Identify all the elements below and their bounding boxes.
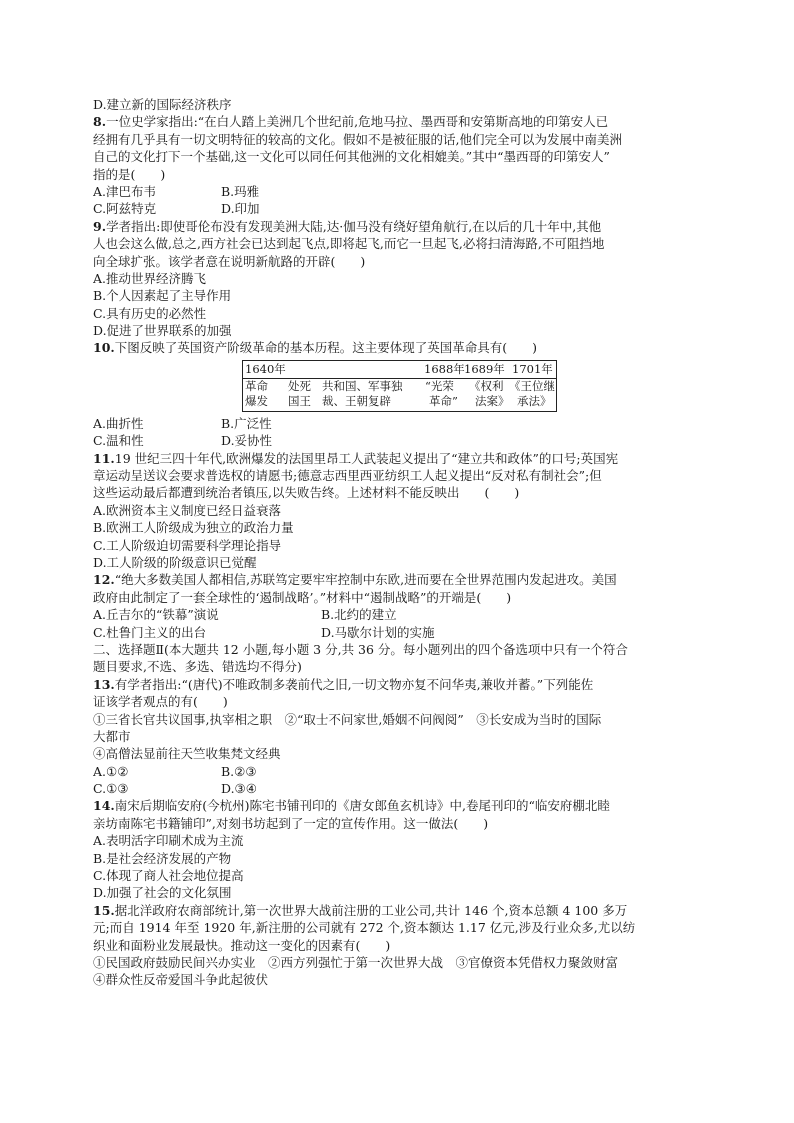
q12-number: 12.	[93, 572, 115, 588]
timeline-year: 1689年	[464, 361, 505, 376]
q11-stem-line: 章运动呈送议会要求普选权的请愿书;德意志西里西亚纺织工人起义提出“反对私有制社会”;但	[93, 468, 602, 484]
q10-option-a[interactable]: A.曲折性	[93, 415, 144, 431]
q8-option-b[interactable]: B.玛雅	[221, 183, 260, 199]
q12-option-a[interactable]: A.丘吉尔的“铁幕”演说	[93, 607, 219, 623]
timeline-year: 1701年	[512, 361, 553, 376]
q13-option-b[interactable]: B.②③	[221, 763, 257, 779]
q13-stem-line: ①三省长官共议国事,执宰相之职 ②“取士不问家世,婚姻不问阀阅” ③长安成为当时的国际	[93, 711, 602, 727]
q10-option-d[interactable]: D.妥协性	[221, 433, 273, 449]
q8-stem-line: 一位史学家指出:“在白人踏上美洲几个世纪前,危地马拉、墨西哥和安第斯高地的印第安人已	[106, 114, 609, 130]
q13-option-a[interactable]: A.①②	[93, 763, 129, 779]
q15-stem-line: 织业和面粉业发展最快。推动这一变化的因素有( )	[93, 937, 391, 953]
q11-option-b[interactable]: B.欧洲工人阶级成为独立的政治力量	[93, 520, 294, 536]
q9-option-d[interactable]: D.促进了世界联系的加强	[93, 323, 232, 339]
q15-stem-line: ①民国政府鼓励民间兴办实业 ②西方列强忙于第一次世界大战 ③官僚资本凭借权力聚敛财富	[93, 954, 619, 970]
q15-stem-line: 元;而自 1914 年至 1920 年,新注册的公司就有 272 个,资本额达 1.17 亿元,涉及行业众多,尤以纺	[93, 920, 636, 936]
q13-option-c[interactable]: C.①③	[93, 781, 129, 797]
q10-stem: 下图反映了英国资产阶级革命的基本历程。这主要体现了英国革命具有( )	[114, 340, 538, 356]
q13-stem-line: 有学者指出:“(唐代)不唯政制多袭前代之旧,一切文物亦复不问华夷,兼收并蓄。”下列能佐	[114, 676, 594, 692]
q8-stem-line: 自己的文化打下一个基础,这一文化可以同任何其他洲的文化相媲美。”其中“墨西哥的印第安人”	[93, 149, 610, 165]
section-2-line: 二、选择题Ⅱ(本大题共 12 小题,每小题 3 分,共 36 分。每小题列出的四个备选项中只有一个符合	[93, 641, 628, 657]
timeline-event: 革命 爆发	[245, 378, 268, 408]
q14-number: 14.	[93, 798, 115, 814]
timeline-event: 处死 国王	[288, 378, 311, 408]
question-12	[93, 571, 699, 641]
q15-stem-line: ④群众性反帝爱国斗争此起彼伏	[93, 972, 269, 988]
q8-option-c[interactable]: C.阿兹特克	[93, 201, 157, 217]
q14-stem-line: 亲坊南陈宅书籍铺印”,对刻书坊起到了一定的宣传作用。这一做法( )	[93, 815, 489, 831]
q8-stem-line: 经拥有几乎具有一切文明特征的较高的文化。假如不是被征服的话,他们完全可以为发展中南美洲	[93, 131, 622, 147]
q9-option-a[interactable]: A.推动世界经济腾飞	[93, 270, 207, 286]
q12-option-b[interactable]: B.北约的建立	[321, 607, 397, 623]
q14-option-a[interactable]: A.表明活字印刷术成为主流	[93, 833, 244, 849]
q8-stem-line: 指的是( )	[93, 166, 166, 182]
q9-stem-line: 学者指出:即使哥伦布没有发现美洲大陆,达·伽马没有绕好望角航行,在以后的几十年中,其他	[106, 218, 602, 234]
timeline-event: 《王位继 承法》	[509, 378, 555, 408]
q9-stem-line: 向全球扩张。该学者意在说明新航路的开辟( )	[93, 253, 366, 269]
exam-page	[93, 96, 699, 989]
question-9	[93, 218, 699, 340]
q10-number: 10.	[93, 340, 115, 356]
q13-stem-line: 证该学者观点的有( )	[93, 694, 228, 710]
q9-option-b[interactable]: B.个人因素起了主导作用	[93, 288, 232, 304]
q13-stem-line: 大都市	[93, 728, 131, 744]
q11-number: 11.	[93, 450, 115, 466]
section-2-header	[93, 641, 699, 676]
q10-option-c[interactable]: C.温和性	[93, 433, 144, 449]
revolution-timeline-table	[242, 360, 557, 412]
question-11	[93, 450, 699, 572]
q12-stem-line: “绝大多数美国人都相信,苏联笃定要牢牢控制中东欧,进而要在全世界范围内发起进攻。美国	[114, 572, 617, 588]
q11-stem-line: 19 世纪三四十年代,欧洲爆发的法国里昂工人武装起义提出了“建立共和政体”的口号;英国宪	[114, 450, 619, 466]
q7-option-d: D.建立新的国际经济秩序	[93, 97, 232, 112]
q9-number: 9.	[93, 218, 107, 234]
q9-option-c[interactable]: C.具有历史的必然性	[93, 305, 207, 321]
q13-number: 13.	[93, 676, 115, 692]
question-8	[93, 113, 699, 217]
q13-option-d[interactable]: D.③④	[221, 781, 257, 797]
q15-number: 15.	[93, 902, 115, 918]
timeline-year: 1640年	[245, 361, 286, 376]
q12-option-d[interactable]: D.马歇尔计划的实施	[321, 624, 435, 640]
q14-option-c[interactable]: C.体现了商人社会地位提高	[93, 868, 244, 884]
q10-option-b[interactable]: B.广泛性	[221, 415, 272, 431]
question-10	[93, 339, 699, 449]
q13-stem-line: ④高僧法显前往天竺收集梵文经典	[93, 746, 281, 762]
q11-option-c[interactable]: C.工人阶级迫切需要科学理论指导	[93, 537, 282, 553]
timeline-event: 共和国、军事独 裁、王朝复辟	[322, 378, 403, 408]
timeline-event: “光荣 革命”	[425, 378, 458, 408]
q12-option-c[interactable]: C.杜鲁门主义的出台	[93, 624, 207, 640]
q8-option-d[interactable]: D.印加	[221, 201, 260, 217]
q14-option-b[interactable]: B.是社会经济发展的产物	[93, 850, 232, 866]
q15-stem-line: 据北洋政府农商部统计,第一次世界大战前注册的工业公司,共计 146 个,资本总额 4 100 多万	[114, 902, 628, 918]
timeline-year: 1688年	[424, 361, 465, 376]
q11-option-a[interactable]: A.欧洲资本主义制度已经日益衰落	[93, 502, 282, 518]
q8-option-a[interactable]: A.津巴布韦	[93, 183, 157, 199]
q14-option-d[interactable]: D.加强了社会的文化氛围	[93, 885, 232, 901]
timeline-event: 《权利 法案》	[469, 378, 510, 408]
question-14	[93, 797, 699, 901]
q11-option-d[interactable]: D.工人阶级的阶级意识已觉醒	[93, 554, 257, 570]
question-13	[93, 676, 699, 798]
q11-stem-line: 这些运动最后都遭到统治者镇压,以失败告终。上述材料不能反映出 ( )	[93, 485, 520, 501]
q8-number: 8.	[93, 114, 107, 130]
q9-stem-line: 人也会这么做,总之,西方社会已达到起飞点,即将起飞,而它一旦起飞,必将扫清海路,不可阻挡地	[93, 236, 605, 252]
q14-stem-line: 南宋后期临安府(今杭州)陈宅书铺刊印的《唐女郎鱼玄机诗》中,卷尾刊印的“临安府棚北睦	[114, 798, 610, 814]
q12-stem-line: 政府由此制定了一套全球性的‘遏制战略’。”材料中“遏制战略”的开端是( )	[93, 589, 512, 605]
section-2-line: 题目要求,不选、多选、错选均不得分)	[93, 659, 302, 675]
question-15	[93, 902, 699, 989]
